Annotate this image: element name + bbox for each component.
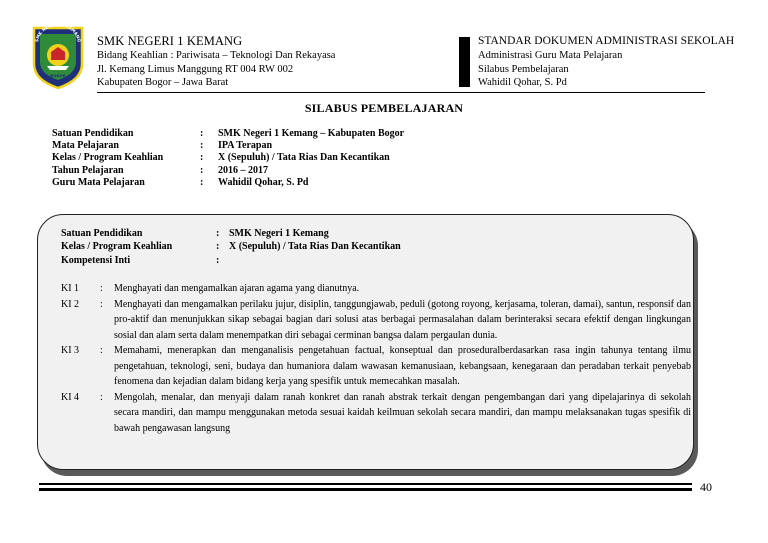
ki-code: KI 2 xyxy=(61,298,80,310)
school-info xyxy=(97,34,335,90)
box-colon: : xyxy=(216,254,220,266)
box-colon: : xyxy=(216,228,220,239)
ki-colon: : xyxy=(100,298,103,310)
ki-text: Menghayati dan mengamalkan perilaku jujur, disiplin, tanggungjawab, peduli (gotong royong, kerjasama, toleran, damai), santun, responsif dan pro-aktif dan menunjukkan sikap sebagai bagian dari solusi atas berbagai permasalahan dalam berinteraksi secara efektif dengan lingkungan sosial dan alam serta dalam menempatkan diri sebagai cerminan bangsa dalam pergaulan dunia. xyxy=(114,298,691,341)
identity-value: SMK Negeri 1 Kemang – Kabupaten Bogor xyxy=(218,128,405,139)
ki-colon: : xyxy=(100,345,103,356)
logo-text-top: SMK NEGERI 1 KEMANG xyxy=(34,22,82,43)
page-number: 40 xyxy=(700,480,712,494)
header-divider-bar xyxy=(459,37,470,87)
box-row xyxy=(61,254,401,267)
school-field: Bidang Keahlian : Pariwisata – Teknologi Dan Rekayasa xyxy=(97,50,336,61)
identity-label: Satuan Pendidikan xyxy=(52,128,134,139)
ki-text: Mengolah, menalar, dan menyaji dalam ranah konkret dan ranah abstrak terkait dengan pengembangan dari yang dipelajarinya di sekolah secara mandiri, dan mampu menggunakan metoda sesuai kaidah keilmuan sekolah secara mandiri, dan mampu melaksanakan tugas spesifik di bawah pengawasan langsung xyxy=(114,391,691,434)
ki-code: KI 3 xyxy=(61,345,80,356)
identity-label: Kelas / Program Keahlian xyxy=(52,152,164,164)
box-value: SMK Negeri 1 Kemang xyxy=(229,228,329,239)
box-value: X (Sepuluh) / Tata Rias Dan Kecantikan xyxy=(229,241,401,253)
identity-row xyxy=(52,152,404,164)
document-category: Administrasi Guru Mata Pelajaran xyxy=(478,50,623,61)
document-type: Silabus Pembelajaran xyxy=(478,63,569,75)
identity-row xyxy=(52,140,404,152)
ki-code: KI 4 xyxy=(61,391,80,403)
box-identity xyxy=(61,227,401,267)
ki-code: KI 1 xyxy=(61,283,80,294)
identity-value: X (Sepuluh) / Tata Rias Dan Kecantikan xyxy=(218,152,390,164)
footer-rule-thick xyxy=(39,488,692,491)
school-emblem-icon xyxy=(30,22,86,90)
identity-colon: : xyxy=(200,140,204,152)
footer-rule-thin xyxy=(39,483,692,485)
school-region: Kabupaten Bogor – Jawa Barat xyxy=(97,77,229,88)
ki-colon: : xyxy=(100,283,103,294)
ki-text: Menghayati dan mengamalkan ajaran agama yang dianutnya. xyxy=(114,283,360,294)
identity-label: Mata Pelajaran xyxy=(52,140,119,152)
school-address: Jl. Kemang Limus Manggung RT 004 RW 002 xyxy=(97,63,294,75)
identity-value: Wahidil Qohar, S. Pd xyxy=(218,176,309,188)
identity-value: IPA Terapan xyxy=(218,140,272,152)
box-label: Kelas / Program Keahlian xyxy=(61,241,173,253)
identity-row xyxy=(52,128,404,140)
document-info xyxy=(478,34,734,90)
ki-colon: : xyxy=(100,391,103,403)
identity-label: Tahun Pelajaran xyxy=(52,164,124,176)
identity-table xyxy=(52,128,404,189)
emblem-ribbon xyxy=(47,66,69,70)
identity-row xyxy=(52,165,404,177)
document-standard-title: STANDAR DOKUMEN ADMINISTRASI SEKOLAH xyxy=(478,35,735,47)
ki-text: Memahami, menerapkan dan menganalisis pengetahuan factual, konseptual dan proseduralberdasarkan rasa ingin tahunya tentang ilmu pengetahuan, teknologi, seni, budaya dan humaniora dalam wawasan kemanusiaan, kebangsaan, kenegaraan dan peradaban terkait penyebab fenomena dan kejadian dalam bidang kerja yang spesifik untuk memecahkan masalah. xyxy=(114,345,691,387)
box-colon: : xyxy=(216,241,220,253)
page-title: SILABUS PEMBELAJARAN xyxy=(304,101,464,115)
identity-colon: : xyxy=(200,152,204,164)
identity-colon: : xyxy=(200,164,204,176)
core-competency-list xyxy=(61,281,691,436)
identity-colon: : xyxy=(200,176,204,188)
ki-item xyxy=(61,281,691,297)
ki-item xyxy=(61,390,691,437)
document-author: Wahidil Qohar, S. Pd xyxy=(478,77,567,88)
identity-value: 2016 – 2017 xyxy=(218,164,268,176)
school-logo xyxy=(30,22,86,90)
box-label: Satuan Pendidikan xyxy=(61,228,143,239)
identity-label: Guru Mata Pelajaran xyxy=(52,176,145,188)
ki-item xyxy=(61,343,691,390)
school-name: SMK NEGERI 1 KEMANG xyxy=(97,34,243,48)
identity-row xyxy=(52,177,404,189)
logo-text-bottom: BOGOR xyxy=(50,73,66,78)
box-row xyxy=(61,227,401,240)
ki-item xyxy=(61,297,691,344)
header-rule xyxy=(97,92,705,93)
box-label: Kompetensi Inti xyxy=(61,254,131,266)
identity-colon: : xyxy=(200,128,204,139)
box-row xyxy=(61,240,401,253)
